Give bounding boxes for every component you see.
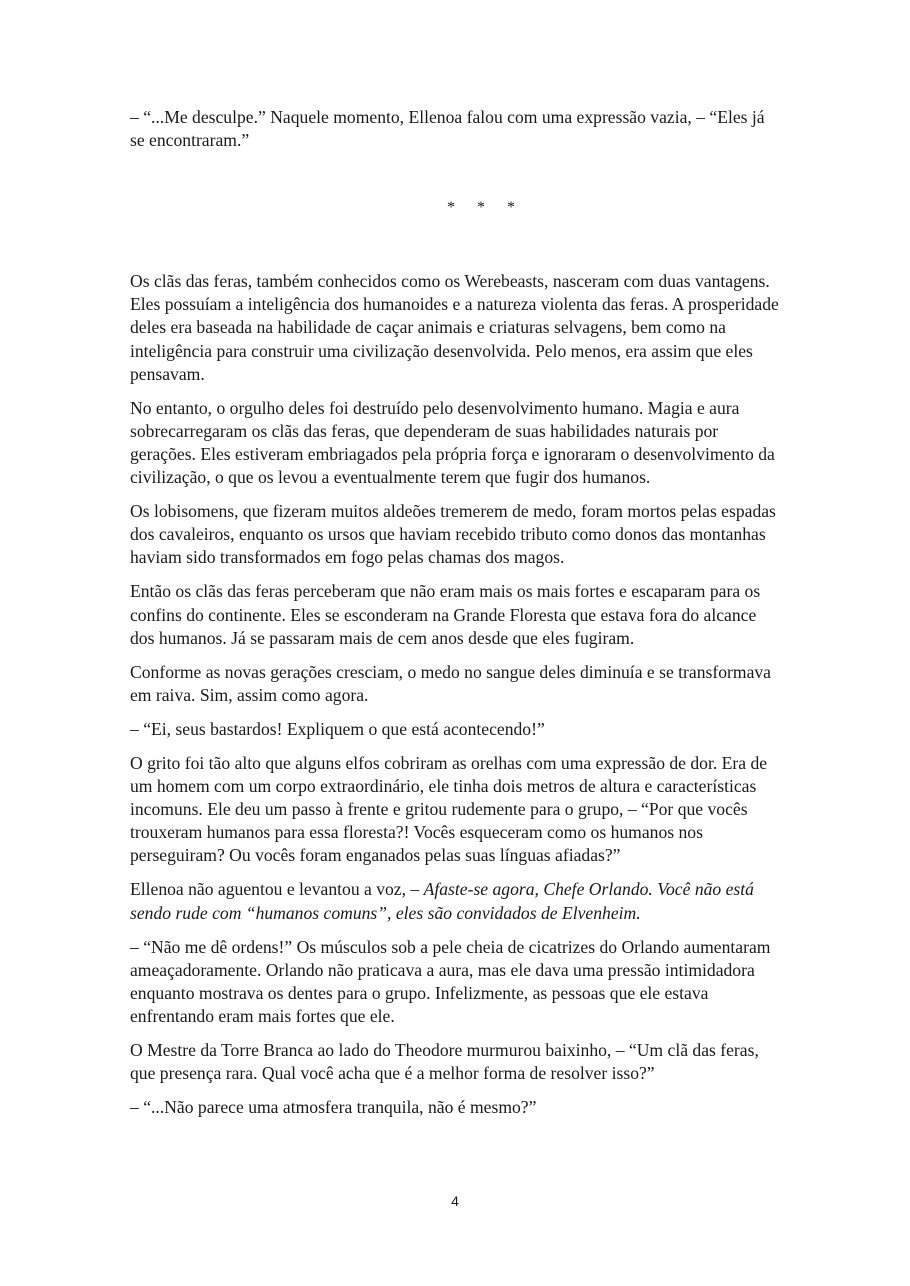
paragraph: – “Ei, seus bastardos! Expliquem o que está acontecendo!” <box>130 718 545 739</box>
paragraph: Os clãs das feras, também conhecidos como os Werebeasts, nasceram com duas vantagens. Eles possuíam a inteligência dos humanoides e a natureza violenta das feras. A prosperidade deles era baseada na habilidade de caçar animais e criaturas selvagens, bem como na inteligência para construir uma civilização desenvolvida. Pelo menos, era assim que eles pensavam. <box>130 271 779 384</box>
paragraph: – “Não me dê ordens!” Os músculos sob a pele cheia de cicatrizes do Orlando aumentaram ameaçadoramente. Orlando não praticava a aura, mas ele dava uma pressão intimidadora enquanto mostrava os dentes para o grupo. Infelizmente, as pessoas que ele estava enfrentando eram mais fortes que ele. <box>130 936 771 1026</box>
paragraph: Conforme as novas gerações cresciam, o medo no sangue deles diminuía e se transformava em raiva. Sim, assim como agora. <box>130 661 771 705</box>
document-body <box>130 106 780 1130</box>
ellenoa-paragraph <box>130 878 780 924</box>
paragraph: No entanto, o orgulho deles foi destruído pelo desenvolvimento humano. Magia e aura sobrecarregaram os clãs das feras, que dependeram de suas habilidades naturais por gerações. Eles estiveram embriagados pela própria força e ignoraram o desenvolvimento da civilização, o que os levou a eventualmente terem que fugir dos humanos. <box>130 397 775 488</box>
paragraph: O grito foi tão alto que alguns elfos cobriram as orelhas com uma expressão de dor. Era de um homem com um corpo extraordinário, ele tinha dois metros de altura e características incomuns. Ele deu um passo à frente e gritou rudemente para o grupo, – “Por que vocês trouxeram humanos para essa floresta?! Vocês esqueceram como os humanos nos perseguiram? Ou vocês foram enganados pelas suas línguas afiadas?” <box>130 752 768 866</box>
opening-line: – “...Me desculpe.” Naquele momento, Ellenoa falou com uma expressão vazia, – “Eles já se encontraram.” <box>130 107 765 151</box>
ellenoa-italic-speech: Afaste-se agora, Chefe Orlando. Você não está sendo rude com “humanos comuns”, eles são convidados de Elvenheim. <box>130 879 754 923</box>
paragraph: O Mestre da Torre Branca ao lado do Theodore murmurou baixinho, – “Um clã das feras, que presença rara. Qual você acha que é a melhor forma de resolver isso?” <box>130 1040 759 1084</box>
paragraph: – “...Não parece uma atmosfera tranquila, não é mesmo?” <box>130 1097 537 1118</box>
paragraph: Os lobisomens, que fizeram muitos aldeões tremerem de medo, foram mortos pelas espadas dos cavaleiros, enquanto os ursos que haviam recebido tributo como donos das montanhas haviam sido transformados em fogo pelas chamas dos magos. <box>130 501 776 568</box>
ellenoa-intro: Ellenoa não aguentou e levantou a voz, – <box>130 879 424 900</box>
paragraph: Então os clãs das feras perceberam que não eram mais os mais fortes e escaparam para os confins do continente. Eles se esconderam na Grande Floresta que estava fora do alcance dos humanos. Já se passaram mais de cem anos desde que eles fugiram. <box>130 581 761 648</box>
section-separator: * * * <box>447 199 515 217</box>
page-number: 4 <box>451 1193 459 1209</box>
